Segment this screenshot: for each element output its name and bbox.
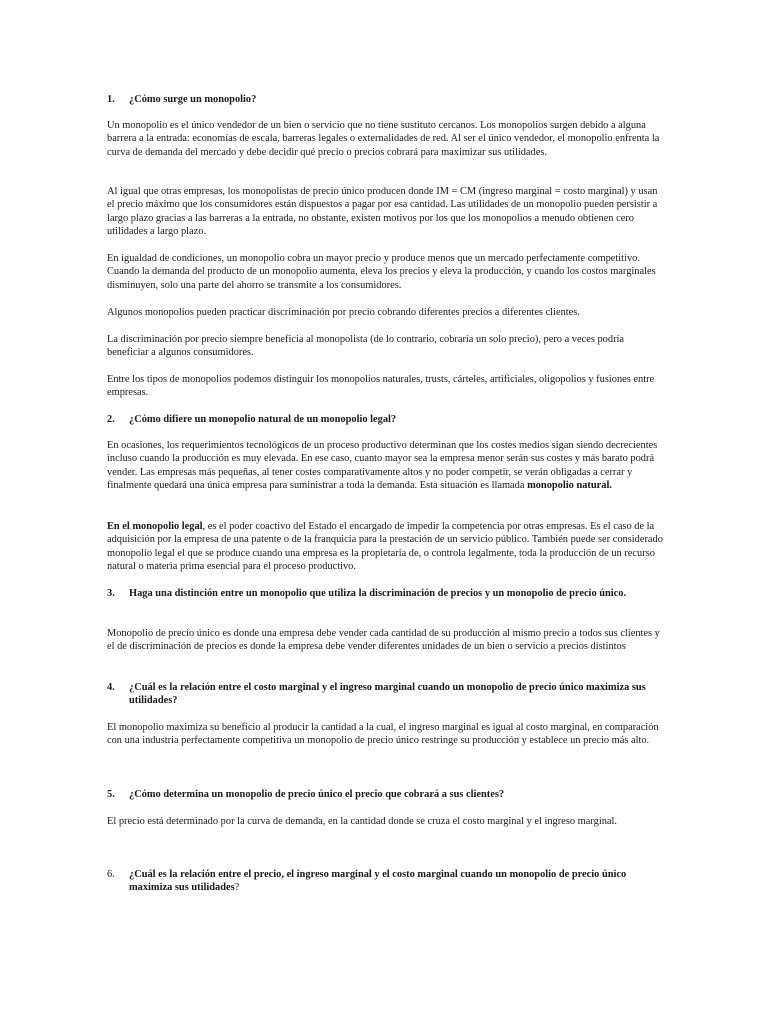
question-text: Haga una distinción entre un monopolio que utiliza la discriminación de precios y un monopolio de precio único. bbox=[129, 588, 627, 599]
question-number: 3. bbox=[107, 588, 115, 599]
paragraph-equal-conditions: En igualdad de condiciones, un monopolio cobra un mayor precio y produce menos que un mercado perfectamente competitivo. Cuando la demanda del producto de un monopolio aumenta, eleva los precios y eleva la producción, y cuando los costos marginales disminuyen, solo una parte del ahorro se transmite a los consumidores. bbox=[107, 253, 656, 291]
question-number: 6. bbox=[107, 869, 115, 880]
paragraph-profit-maximization: El monopolio maximiza su beneficio al producir la cantidad a la cual, el ingreso marginal es igual al costo marginal, en comparación con una industria perfectamente competitiva un monopolio de precio único restringe su producción y establece un precio más alto. bbox=[107, 722, 659, 747]
question-3 bbox=[107, 587, 663, 600]
paragraph-natural-monopoly bbox=[107, 439, 663, 493]
question-number: 5. bbox=[107, 789, 115, 800]
paragraph-monopoly-types: Entre los tipos de monopolios podemos distinguir los monopolios naturales, trusts, cárteles, artificiales, oligopolios y fusiones entre empresas. bbox=[107, 374, 655, 399]
paragraph-single-price-monopolists: Al igual que otras empresas, los monopolistas de precio único producen donde IM = CM (ingreso marginal = costo marginal) y usan el precio máximo que los consumidores están dispuestos a pagar por esa cantidad. Las utilidades de un monopolio pueden persistir a largo plazo gracias a las barreras a la entrada, no obstante, existen motivos por los que los monopolios a menudo obtienen cero utilidades a largo plazo. bbox=[107, 186, 658, 238]
question-number: 4. bbox=[107, 682, 115, 693]
paragraph-price-discrimination: Algunos monopolios pueden practicar discriminación por precio cobrando diferentes precios a diferentes clientes. bbox=[107, 307, 580, 318]
question-4 bbox=[107, 681, 663, 708]
question-text: ¿Cómo difiere un monopolio natural de un monopolio legal? bbox=[129, 414, 397, 425]
question-text bbox=[107, 868, 663, 895]
question-1 bbox=[107, 93, 663, 106]
question-number: 2. bbox=[107, 414, 115, 425]
question-text: ¿Cómo surge un monopolio? bbox=[129, 94, 257, 105]
question-text: ¿Cómo determina un monopolio de precio único el precio que cobrará a sus clientes? bbox=[129, 789, 505, 800]
question-5 bbox=[107, 788, 663, 801]
question-6 bbox=[107, 868, 663, 895]
term-legal-monopoly: En el monopolio legal bbox=[107, 521, 203, 532]
paragraph-legal-monopoly bbox=[107, 520, 663, 574]
question-2 bbox=[107, 413, 663, 426]
paragraph-text: En ocasiones, los requerimientos tecnológicos de un proceso productivo determinan que los costes medios sigan siendo decrecientes incluso cuando la producción es muy elevada. En ese caso, cuanto mayor sea la empresa menor serán sus costes y más barato podrá vender. Las empresas más pequeñas, al tener costes comparativamente altos y no poder competir, se verán obligadas a cerrar y finalmente quedará una única empresa para suministrar a toda la demanda. Esta situación es llamada bbox=[107, 440, 658, 492]
question-text: ¿Cuál es la relación entre el costo marginal y el ingreso marginal cuando un monopolio de precio único maximiza sus utilidades? bbox=[129, 682, 646, 707]
paragraph-price-determination: El precio está determinado por la curva de demanda, en la cantidad donde se cruza el costo marginal y el ingreso marginal. bbox=[107, 816, 618, 827]
term-natural-monopoly: monopolio natural. bbox=[527, 480, 612, 492]
paragraph-monopoly-definition: Un monopolio es el único vendedor de un bien o servicio que no tiene sustituto cercanos. Los monopolios surgen debido a alguna barrera a la entrada: economías de escala, barreras legales o externalidades de red. Al ser el único vendedor, el monopolio enfrenta la curva de demanda del mercado y debe decidir qué precio o precios cobrará para maximizar sus utilidades. bbox=[107, 120, 660, 158]
paragraph-discrimination-benefit: La discriminación por precio siempre beneficia al monopolista (de lo contrario, cobraría un solo precio), pero a veces podría beneficiar a algunos consumidores. bbox=[107, 334, 625, 359]
paragraph-text: , es el poder coactivo del Estado el encargado de impedir la competencia por otras empresas. Es el caso de la adquisición por la empresa de una patente o de la franquicia para la prestación de un servicio público. También puede ser considerado monopolio legal el que se produce cuando una empresa es la propietaria de, o controla legalmente, toda la producción de un recurso natural o materia prima esencial para el proceso productivo. bbox=[107, 521, 663, 573]
paragraph-single-vs-discrimination: Monopolio de precio único es donde una empresa debe vender cada cantidad de su producción al mismo precio a todos sus clientes y el de discriminación de precios es donde la empresa debe vender diferentes unidades de un bien o servicio a precios distintos bbox=[107, 628, 660, 653]
question-mark: ? bbox=[234, 882, 240, 894]
question-text-main: ¿Cuál es la relación entre el precio, el ingreso marginal y el costo marginal cuando un monopolio de precio único maximiza sus utilidades bbox=[129, 869, 627, 894]
question-number: 1. bbox=[107, 94, 115, 105]
